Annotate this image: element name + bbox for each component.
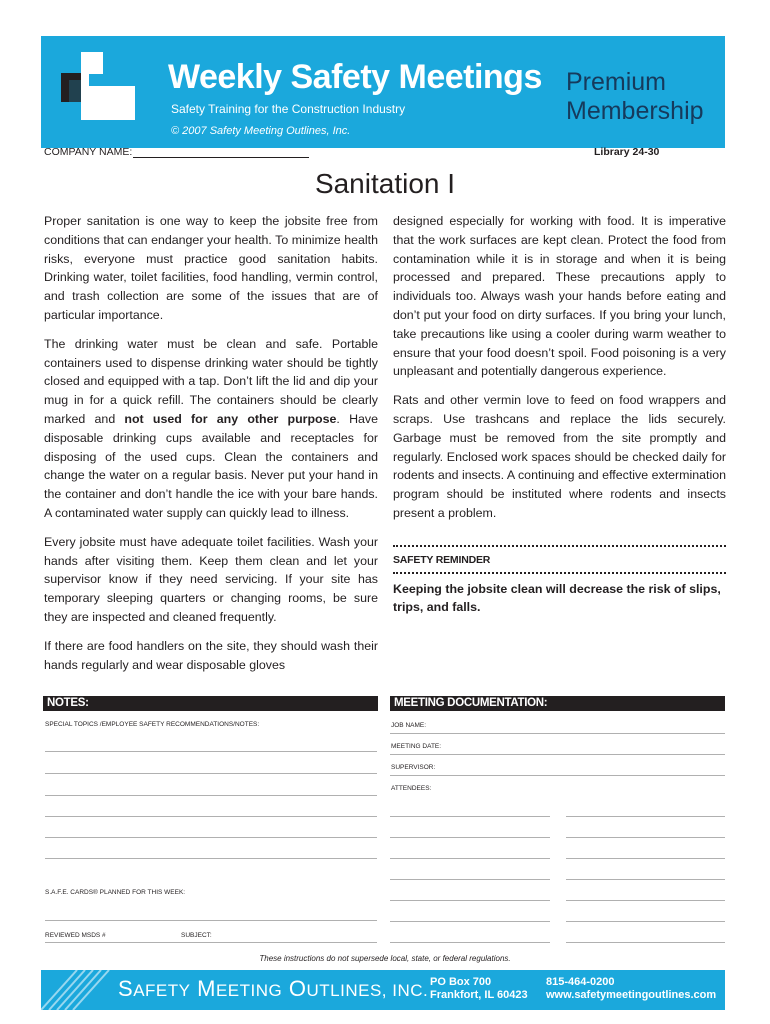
logo	[41, 36, 151, 148]
logo-mark-icon	[41, 36, 151, 148]
safe-cards-line[interactable]	[45, 920, 377, 921]
attendee-line[interactable]	[566, 879, 725, 880]
notes-line-4[interactable]	[45, 816, 377, 817]
paragraph-food-handling: designed especially for working with food. It is imperative that the work surfaces are kept clean. Protect the food from contamination while it is in storage and when it is being processed and prepared. These precautions apply to individuals too. Always wash your hands before eating and don’t put your food on dirty surfaces. If you bring your lunch, take precautions like using a cooler during warm weather to ensure that your food doesn’t spoil. Food poisoning is a very unpleasant and potentially dangerous experience.	[393, 214, 726, 379]
header-copyright: © 2007 Safety Meeting Outlines, Inc.	[171, 125, 351, 137]
website-link[interactable]: www.safetymeetingoutlines.com	[546, 989, 717, 1001]
attendees-label: ATTENDEES:	[391, 785, 432, 792]
paragraph-drinking-water: The drinking water must be clean and safe. Portable containers used to dispense drinking water should be tightly closed and equipped with a tap. Don’t lift the lid and dip your mug in for a quick refill. The containers should be clearly marked and not used for any other purpose. Have disposable drinking cups available and receptacles for disposing of the used cups. Clean the containers and change the water on a regular basis. Never put your hand in the container and don’t handle the ice with your bare hands. A contaminated water supply can quickly lead to illness.	[44, 336, 379, 520]
notes-line-1[interactable]	[45, 751, 377, 752]
page-title: Sanitation I	[314, 168, 456, 199]
divider	[393, 545, 726, 547]
safety-reminder-text: Keeping the jobsite clean will decrease the risk of slips, trips, and falls.	[393, 581, 721, 615]
meeting-date-field[interactable]	[390, 754, 725, 755]
subject-label: SUBJECT:	[181, 932, 212, 939]
right-column	[393, 212, 726, 617]
company-name-field[interactable]	[133, 157, 309, 158]
city: Frankfort, IL 60423	[430, 989, 528, 1001]
notes-line-5[interactable]	[45, 837, 377, 838]
attendee-line[interactable]	[566, 921, 725, 922]
paragraph-toilet-facilities: Every jobsite must have adequate toilet facilities. Wash your hands after visiting them. Keep them clean and let your supervisor know if they need servicing. If your site has temporary sleeping quarters or changing rooms, be sure they are inspected and cleaned frequently.	[44, 534, 378, 624]
safe-cards-label: S.A.F.E. CARDS® PLANNED FOR THIS WEEK:	[45, 889, 186, 896]
phone: 815-464-0200	[546, 976, 615, 988]
supervisor-label: SUPERVISOR:	[391, 764, 436, 771]
attendee-line[interactable]	[566, 900, 725, 901]
attendee-line[interactable]	[566, 942, 725, 943]
msds-line[interactable]	[45, 942, 377, 943]
meeting-date-label: MEETING DATE:	[391, 743, 442, 750]
job-name-field[interactable]	[390, 733, 725, 734]
attendee-line[interactable]	[390, 921, 550, 922]
job-name-label: JOB NAME:	[391, 722, 427, 729]
safety-reminder	[393, 545, 726, 617]
po-box: PO Box 700	[430, 976, 492, 988]
notes-line-3[interactable]	[45, 795, 377, 796]
premium-line-1: Premium	[566, 68, 667, 96]
library-number: Library 24-30	[594, 146, 660, 158]
attendee-line[interactable]	[566, 837, 725, 838]
divider	[393, 572, 726, 574]
attendee-line[interactable]	[566, 858, 725, 859]
premium-membership	[566, 68, 704, 126]
meeting-documentation-heading: MEETING DOCUMENTATION:	[390, 696, 725, 711]
notes-line-2[interactable]	[45, 773, 377, 774]
attendee-line[interactable]	[390, 879, 550, 880]
attendee-line[interactable]	[390, 816, 550, 817]
left-column	[44, 212, 378, 684]
header-title: Weekly Safety Meetings	[168, 58, 542, 96]
footer-address	[430, 976, 528, 1002]
premium-line-2: Membership	[566, 97, 704, 125]
attendee-line[interactable]	[390, 858, 550, 859]
paragraph-food-handlers: If there are food handlers on the site, they should wash their hands regularly and wear disposable gloves	[44, 638, 378, 672]
attendee-line[interactable]	[390, 942, 550, 943]
stripes-icon	[41, 970, 111, 1010]
safety-reminder-heading: SAFETY REMINDER	[393, 553, 491, 566]
company-name-label: COMPANY NAME:	[44, 146, 133, 158]
disclaimer: These instructions do not supersede local, state, or federal regulations.	[259, 954, 511, 963]
paragraph-intro: Proper sanitation is one way to keep the jobsite free from conditions that can endanger your health. To minimize health risks, everyone must practice good sanitation habits. Drinking water, toilet facilities, food handling, vermin control, and trash collection are some of the issues that are of particular importance.	[44, 214, 378, 322]
attendee-line[interactable]	[390, 900, 550, 901]
supervisor-field[interactable]	[390, 775, 725, 776]
special-topics-label: SPECIAL TOPICS /EMPLOYEE SAFETY RECOMMENDATIONS/NOTES:	[45, 721, 260, 728]
paragraph-vermin: Rats and other vermin love to feed on food wrappers and scraps. Use trashcans and replace the lids securely. Garbage must be removed from the site promptly and regularly. Enclosed work spaces should be checked daily for rodents and insects. A continuing and effective extermination program should be instituted where rodents and insects present a problem.	[393, 393, 726, 520]
footer-brand: SAFETY MEETING OUTLINES, INC.	[118, 976, 429, 1001]
header-tagline: Safety Training for the Construction Industry	[171, 102, 406, 116]
attendee-line[interactable]	[390, 837, 550, 838]
bold-emphasis: not used for any other purpose	[124, 411, 337, 426]
notes-heading: NOTES:	[43, 696, 378, 711]
msds-label: REVIEWED MSDS #	[45, 932, 106, 939]
notes-line-6[interactable]	[45, 858, 377, 859]
footer-contact	[546, 976, 716, 1002]
attendee-line[interactable]	[566, 816, 725, 817]
